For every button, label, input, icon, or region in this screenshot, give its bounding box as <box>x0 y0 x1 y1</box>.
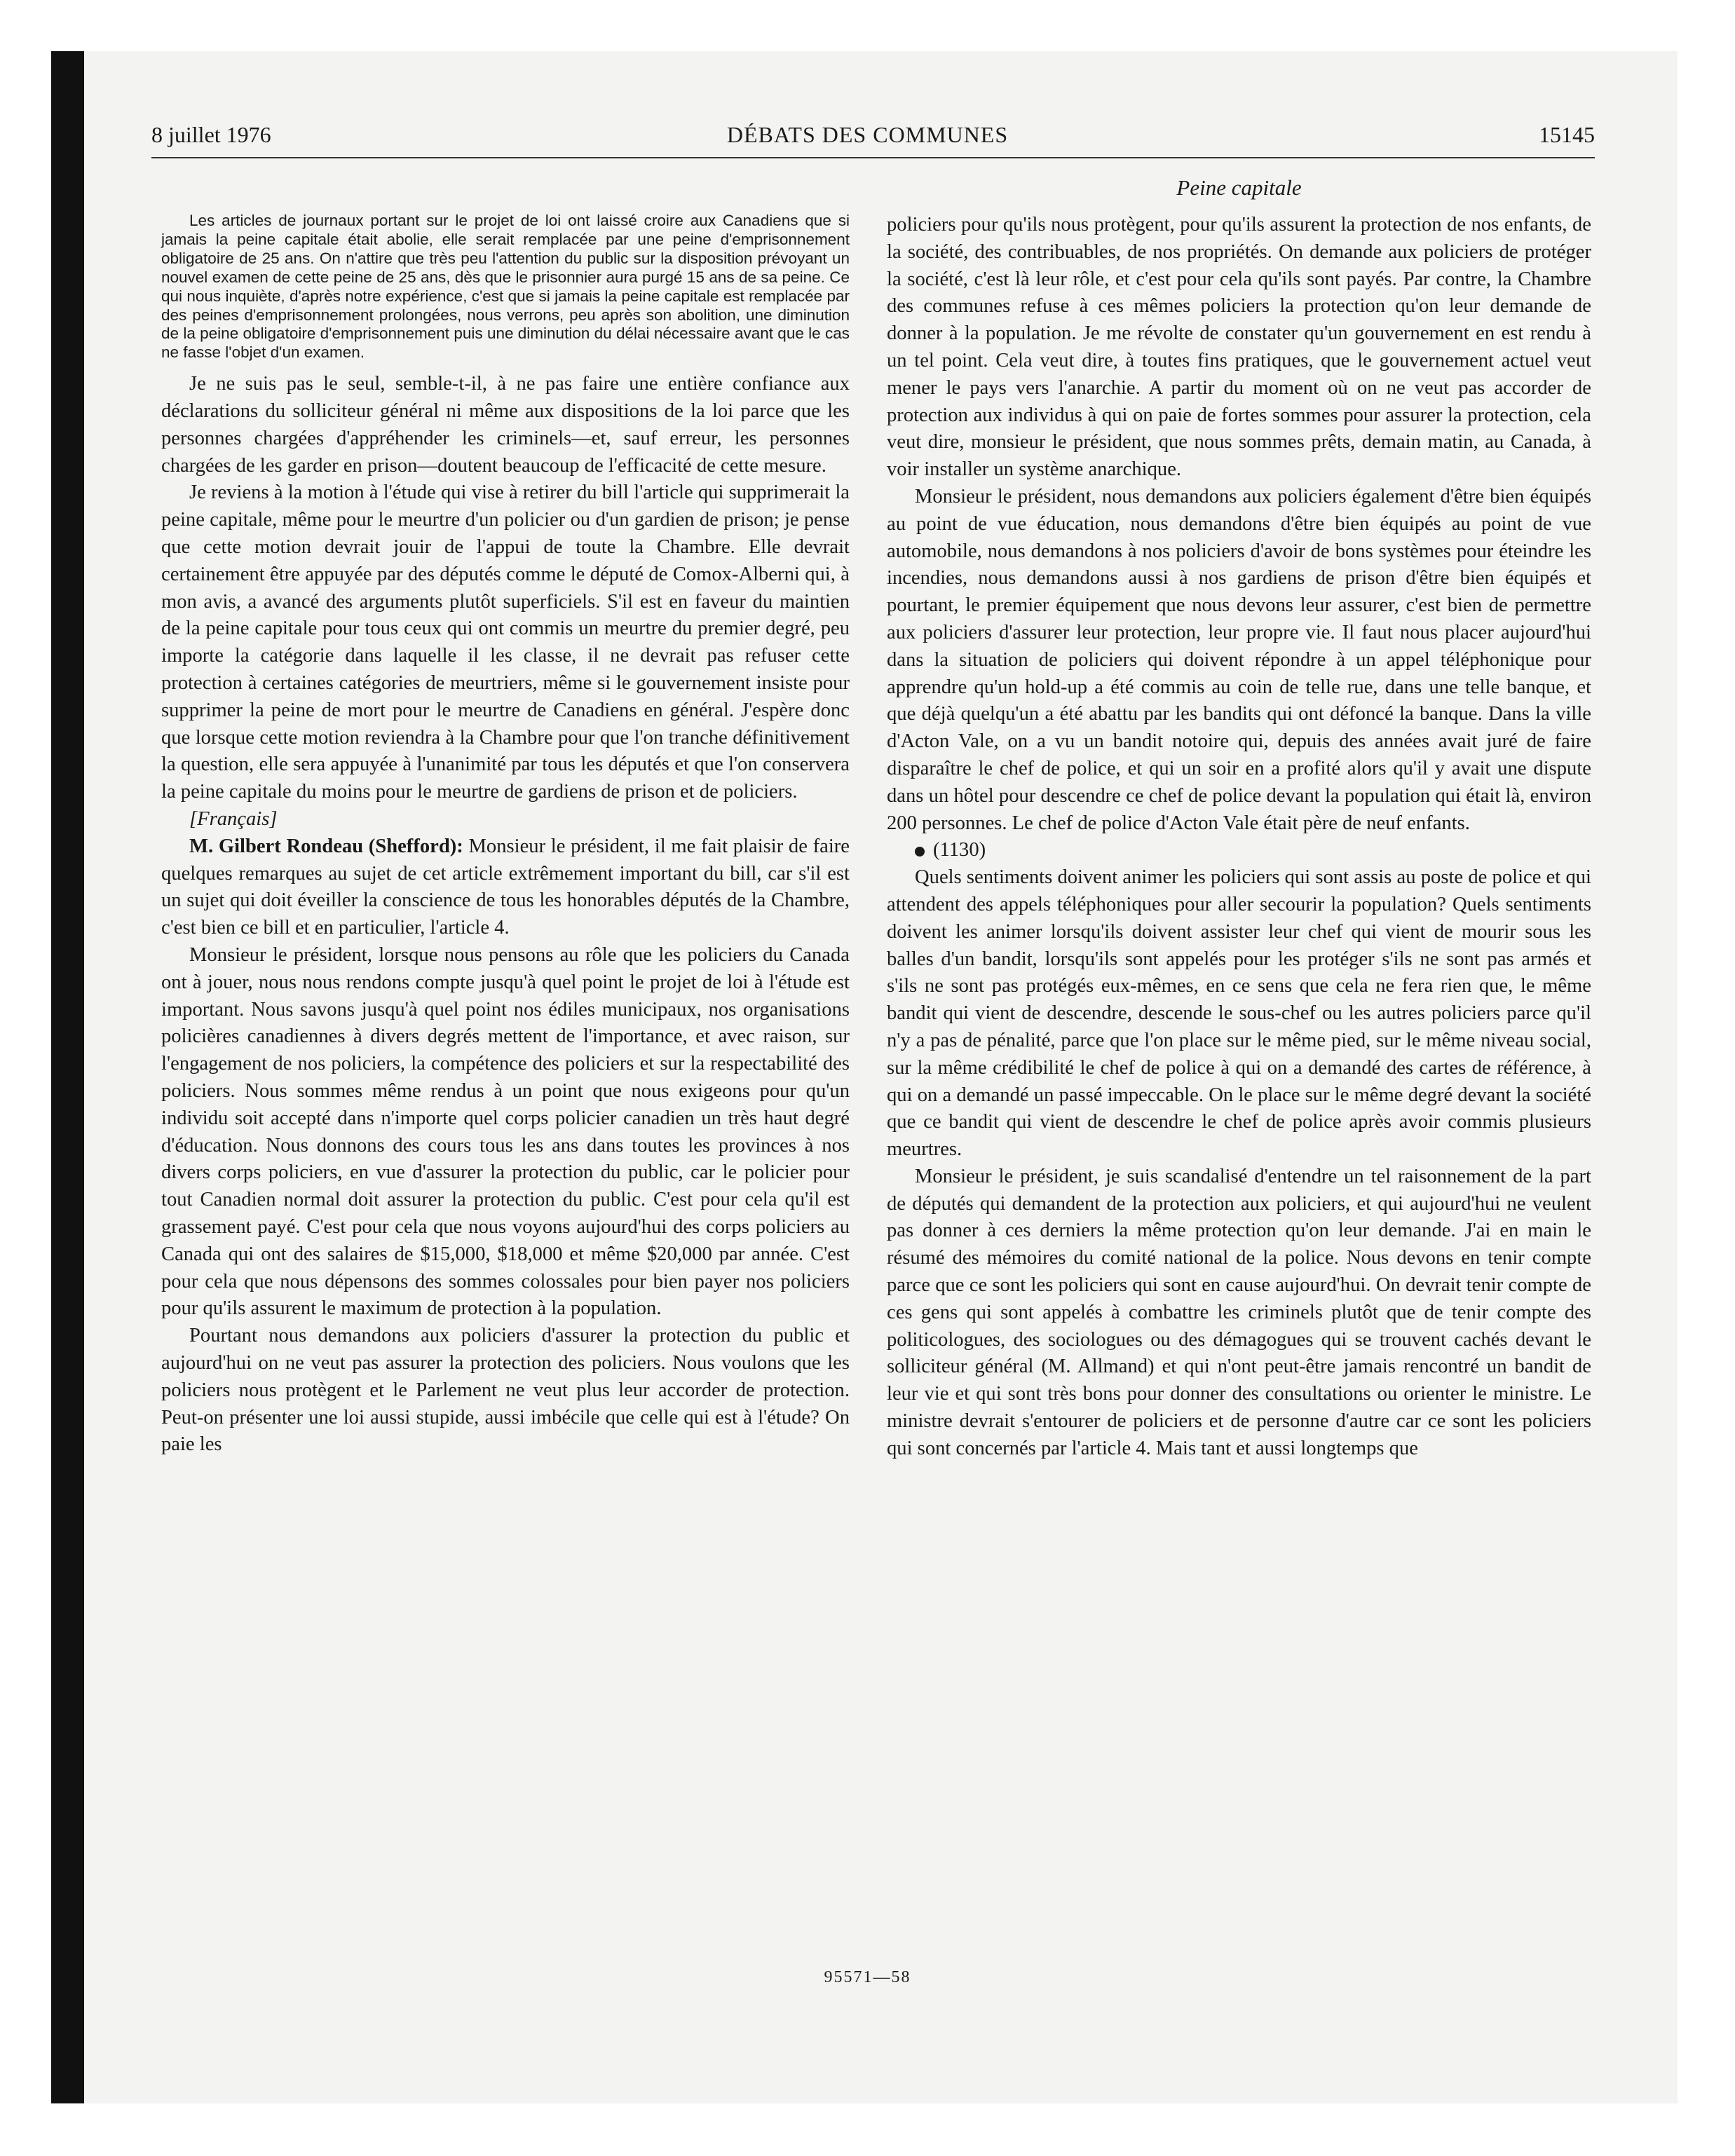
header-page-number: 15145 <box>1539 122 1595 147</box>
time-marker-text: (1130) <box>933 839 986 861</box>
paragraph: Monsieur le président, lorsque nous pensons au rôle que les policiers du Canada ont à jouer, nous nous rendons compte jusqu'à quel point le projet de loi à l'étude est important. Nous savons jusqu'à quel point nos édiles municipaux, nos organisations policières canadiennes à divers degrés mettent de l'importance, et avec raison, sur l'engagement de nos policiers, la compétence des policiers et sur la respectabilité des policiers. Nous sommes même rendus à un point que nous exigeons pour qu'un individu soit accepté dans n'importe quel corps policier canadien un très haut degré d'éducation. Nous donnons des cours tous les ans dans toutes les provinces à nos divers corps policiers, en vue d'assurer la protection du public, car le policier pour tout Canadien normal doit assurer la protection du public. C'est pour cela qu'il est grassement payé. C'est pour cela que nous voyons aujourd'hui des corps policiers au Canada qui ont des salaires de $15,000, $18,000 et même $20,000 par année. C'est pour cela que nous dépensons des sommes colossales pour bien payer nos policiers pour qu'ils assurent le maximum de protection à la population. <box>161 943 850 1320</box>
paragraph: policiers pour qu'ils nous protègent, pour qu'ils assurent la protection de nos enfants, de la société, des contribuables, de nos propriétés. On demande aux policiers de protéger la société, c'est là leur rôle, et c'est pour cela qu'ils sont payés. Par contre, la Chambre des communes refuse à ces mêmes policiers la protection qu'on leur demande de donner à la population. Je me révolte de constater qu'un gouvernement en est rendu à un tel point. Cela veut dire, à toutes fins pratiques, que le gouvernement actuel veut mener le pays vers l'anarchie. A partir du moment où on ne veut pas accorder de protection aux individus à qui on paie de fortes sommes pour assurer la protection, cela veut dire, monsieur le président, que nous sommes prêts, demain matin, au Canada, à voir installer un système anarchique. <box>887 214 1591 481</box>
paragraph: Monsieur le président, nous demandons aux policiers également d'être bien équipés au point de vue éducation, nous demandons d'être bien équipés au point de vue automobile, nous demandons à nos policiers d'avoir de bons systèmes pour éteindre les incendies, nous demandons aussi à nos gardiens de prison d'être bien équipés et pourtant, le premier équipement que nous devons leur assurer, c'est bien de permettre aux policiers d'assurer leur protection, leur propre vie. Il faut nous placer aujourd'hui dans la situation de policiers qui doivent répondre à un appel téléphonique pour apprendre qu'un hold-up a été commis au coin de telle rue, dans une telle banque, et que déjà quelqu'un a été abattu par les bandits qui ont défoncé la banque. Dans la ville d'Acton Vale, on a vu un bandit notoire qui, depuis des années avait juré de faire disparaître le chef de police, et qui un soir en a profité alors qu'il y avait une dispute dans un hôtel pour descendre ce chef de police devant la population qui était là, environ 200 personnes. Le chef de police d'Acton Vale était père de neuf enfants. <box>887 485 1591 834</box>
paragraph: Quels sentiments doivent animer les policiers qui sont assis au poste de police et qui attendent des appels téléphoniques pour aller secourir la population? Quels sentiments doivent les animer lorsqu'ils doivent assister leur chef qui vient de mourir sous les balles d'un bandit, lorsqu'ils sont appelés pour les protéger s'ils ne sont pas armés et s'ils ne sont pas protégés eux-mêmes, en ce sens que cela ne fera rien que, le même bandit qui vient de descendre, descende le sous-chef ou les autres policiers parce qu'il n'y a pas de pénalité, parce que l'on place sur le même pied, sur le même niveau social, sur la même crédibilité le chef de police à qui on a demandé des cartes de référence, à qui on a demandé un passé impeccable. On le place sur le même degré devant la société que ce bandit qui vient de descendre le chef de police après avoir commis plusieurs meurtres. <box>887 866 1591 1161</box>
bullet-dot-icon <box>915 847 925 857</box>
paragraph: Pourtant nous demandons aux policiers d'assurer la protection du public et aujourd'hui on ne veut pas assurer la protection des policiers. Nous voulons que les policiers nous protègent et le Parlement ne veut plus leur accorder de protection. Peut-on présenter une loi aussi stupide, aussi imbécile que celle qui est à l'étude? On paie les <box>161 1325 850 1456</box>
time-marker <box>887 837 1591 864</box>
quoted-passage: Les articles de journaux portant sur le projet de loi ont laissé croire aux Canadiens que si jamais la peine capitale était abolie, elle serait remplacée par une peine d'emprisonnement obligatoire de 25 ans. On n'attire que très peu l'attention du public sur la disposition prévoyant un nouvel examen de cette peine de 25 ans, dès que le prisonnier aura purgé 15 ans de sa peine. Ce qui nous inquiète, d'après notre expérience, c'est que si jamais la peine capitale est remplacée par des peines d'emprisonnement prolongées, nous verrons, peu après son abolition, une diminution de la peine obligatoire d'emprisonnement puis une diminution du délai nécessaire avant que le cas ne fasse l'objet d'un examen. <box>161 212 850 362</box>
paragraph: Je ne suis pas le seul, semble-t-il, à ne pas faire une entière confiance aux déclarations du solliciteur général ni même aux dispositions de la loi parce que les personnes chargées d'appréhender les criminels—et, sauf erreur, les personnes chargées de les garder en prison—doutent beaucoup de l'efficacité de cette mesure. <box>161 373 850 477</box>
paragraph: Monsieur le président, je suis scandalisé d'entendre un tel raisonnement de la part de députés qui demandent de la protection aux policiers, et qui aujourd'hui ne veulent pas donner à ces derniers la même protection qu'on leur demande. J'ai en main le résumé des mémoires du comité national de la police. Nous devons en tenir compte parce que ce sont les policiers qui sont en cause aujourd'hui. On devrait tenir compte de ces gens qui sont appelés à combattre les criminels plutôt que de tenir compte des politicologues, des sociologues ou des démagogues qui se trouvent cachés devant le solliciteur général (M. Allmand) et qui n'ont peut-être jamais rencontré un bandit de leur vie et qui sont très bons pour donner des consultations ou orienter le ministre. Le ministre devrait s'entourer de policiers et de personne d'autre car ce sont les policiers qui sont concernés par l'article 4. Mais tant et aussi longtemps que <box>887 1165 1591 1459</box>
header-date: 8 juillet 1976 <box>151 122 271 147</box>
left-column <box>161 212 850 1459</box>
footer-reference: 95571—58 <box>824 1968 911 1986</box>
speaker-paragraph <box>161 833 850 942</box>
language-label: [Français] <box>189 808 278 830</box>
topic-heading: Peine capitale <box>1176 175 1302 200</box>
speaker-text: Monsieur le président, il me fait plaisir de faire quelques remarques au sujet de cet article extrêmement important du bill, car s'il est un sujet qui doit éveiller la conscience de tous les honorables députés de la Chambre, c'est bien ce bill et en particulier, l'article 4. <box>161 835 850 939</box>
speaker-name: M. Gilbert Rondeau (Shefford): <box>189 835 463 857</box>
paragraph: Je reviens à la motion à l'étude qui vise à retirer du bill l'article qui supprimerait la peine capitale, même pour le meurtre d'un policier ou d'un gardien de prison; je pense que cette motion devrait jouir de l'appui de toute la Chambre. Elle devrait certainement être appuyée par des députés comme le député de Comox-Alberni qui, à mon avis, a avancé des arguments plutôt superficiels. S'il est en faveur du maintien de la peine capitale pour tous ceux qui ont commis un meurtre du premier degré, peu importe la catégorie dans laquelle il les classe, il ne devrait pas refuser cette protection à certaines catégories de meurtriers, même si le gouvernement insiste pour supprimer la peine de mort pour le meurtre de Canadiens en général. J'espère donc que lorsque cette motion reviendra à la Chambre pour que l'on tranche définitivement la question, elle sera appuyée à l'unanimité par tous les députés et que l'on conservera la peine capitale du moins pour le meurtre de gardiens de prison et de policiers. <box>161 482 850 803</box>
right-column <box>887 212 1591 1463</box>
header-divider <box>151 157 1595 158</box>
scan-binding-edge <box>51 51 84 2103</box>
header-title: DÉBATS DES COMMUNES <box>726 122 1009 147</box>
